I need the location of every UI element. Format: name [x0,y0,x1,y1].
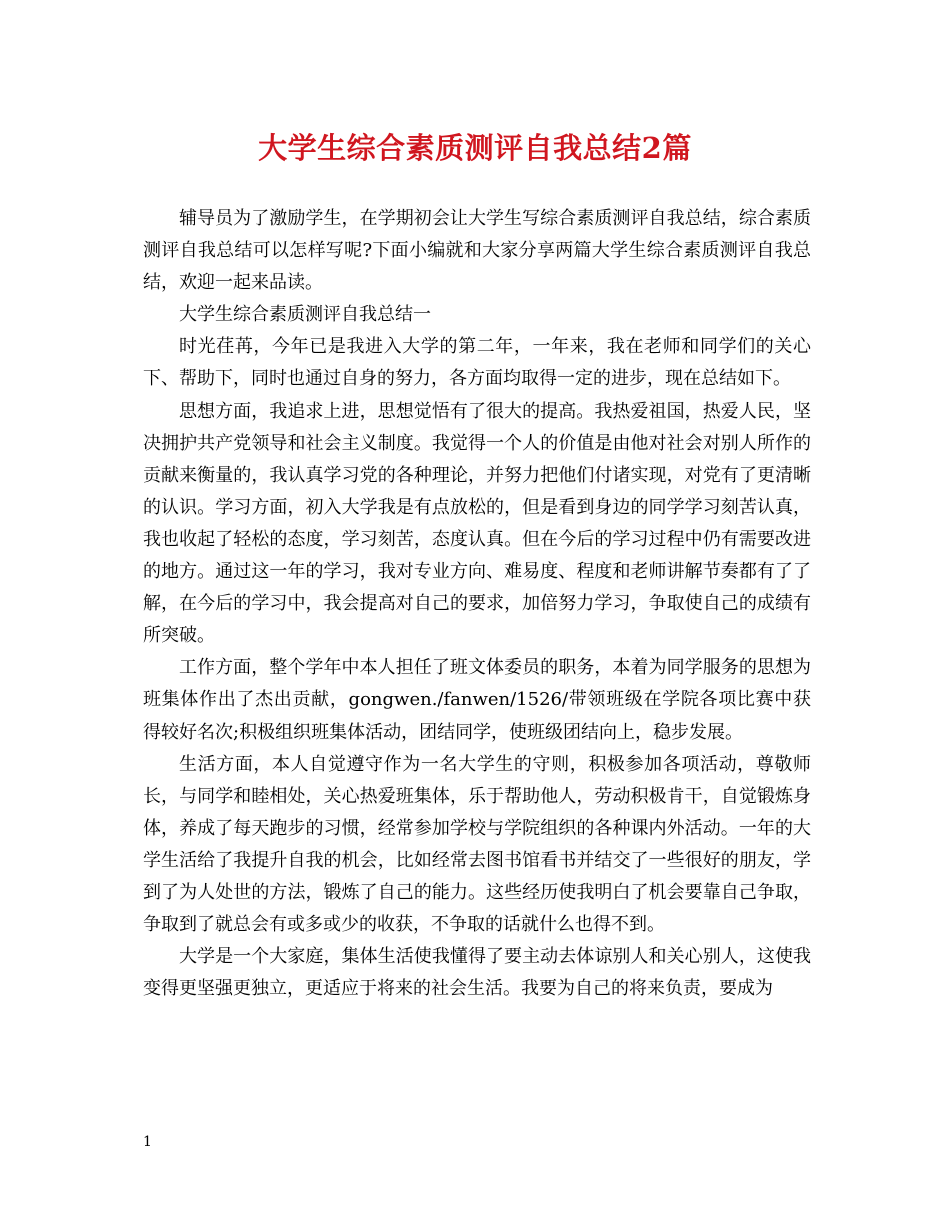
body-paragraph: 大学是一个大家庭，集体生活使我懂得了要主动去体谅别人和关心别人，这使我变得更坚强更独立，更适应于将来的社会生活。我要为自己的将来负责，要成为 [143,946,811,1000]
body-paragraph: 工作方面，整个学年中本人担任了班文体委员的职务，本着为同学服务的思想为班集体作出了杰出贡献，gongwen./fanwen/1526/带领班级在学院各项比赛中获得较好名次;积极组织班集体活动，团结同学，使班级团结向上，稳步发展。 [143,657,811,743]
intro-paragraph: 辅导员为了激励学生，在学期初会让大学生写综合素质测评自我总结，综合素质测评自我总结可以怎样写呢?下面小编就和大家分享两篇大学生综合素质测评自我总结，欢迎一起来品读。 [143,208,811,294]
section-heading: 大学生综合素质测评自我总结一 [179,304,431,326]
document-title: 大学生综合素质测评自我总结2篇 [258,131,692,165]
document-body [143,203,811,1005]
body-paragraph: 时光荏苒，今年已是我进入大学的第二年，一年来，我在老师和同学们的关心下、帮助下，同时也通过自身的努力，各方面均取得一定的进步，现在总结如下。 [143,336,811,390]
body-paragraph: 生活方面，本人自觉遵守作为一名大学生的守则，积极参加各项活动，尊敬师长，与同学和睦相处，关心热爱班集体，乐于帮助他人，劳动积极肯干，自觉锻炼身体，养成了每天跑步的习惯，经常参加学校与学院组织的各种课内外活动。一年的大学生活给了我提升自我的机会，比如经常去图书馆看书并结交了一些很好的朋友，学到了为人处世的方法，锻炼了自己的能力。这些经历使我明白了机会要靠自己争取，争取到了就总会有或多或少的收获，不争取的话就什么也得不到。 [143,753,811,936]
body-paragraph: 思想方面，我追求上进，思想觉悟有了很大的提高。我热爱祖国，热爱人民，坚决拥护共产党领导和社会主义制度。我觉得一个人的价值是由他对社会对别人所作的贡献来衡量的，我认真学习党的各种理论，并努力把他们付诸实现，对党有了更清晰的认识。学习方面，初入大学我是有点放松的，但是看到身边的同学学习刻苦认真，我也收起了轻松的态度，学习刻苦，态度认真。但在今后的学习过程中仍有需要改进的地方。通过这一年的学习，我对专业方向、难易度、程度和老师讲解节奏都有了了解，在今后的学习中，我会提高对自己的要求，加倍努力学习，争取使自己的成绩有所突破。 [143,400,811,647]
page-number: 1 [143,1134,152,1150]
